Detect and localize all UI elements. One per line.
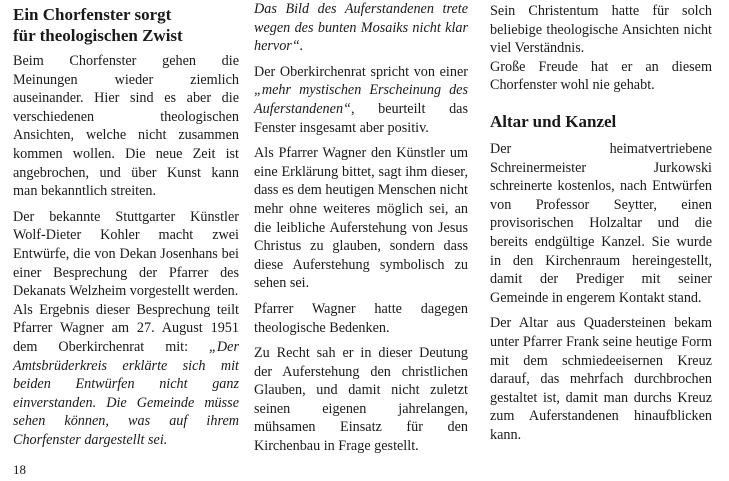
oberkirchenrat-text-b: , beurteilt das Fenster insgesamt aber positiv. — [254, 100, 468, 136]
paragraph-besprechung — [13, 301, 239, 450]
paragraph-christentum: Sein Christentum hatte für solch beliebige theologische Ansichten nicht viel Verständnis. — [490, 3, 712, 57]
page-number: 18 — [13, 462, 26, 477]
column-middle — [254, 0, 468, 463]
paragraph-oberkirchenrat — [254, 63, 468, 137]
quote-amtsbrueder: „Der Amtsbrüderkreis erklärte sich mit beiden Entwürfen nicht ganz einverstanden. Die Gemeinde müsse sehen können, was auf ihrem Chorfenster dargestellt sei. — [13, 338, 239, 448]
paragraph-freude: Große Freude hat er an diesem Chorfenster wohl nie gehabt. — [490, 58, 712, 94]
heading-line-2: für theologischen Zwist — [13, 26, 183, 45]
paragraph-kuenstler-erklaerung: Als Pfarrer Wagner den Künstler um eine Erklärung bittet, sagt ihm dieser, dass es dem heutigen Menschen nicht mehr ohne weiteres möglich sei, an die leibliche Auferstehung von Jesus Christus zu glauben, sondern dass diese Auferstehung symbolisch zu sehen sei. — [254, 145, 468, 292]
column-left — [13, 4, 239, 456]
paragraph-kohler-entwuerfe: Der bekannte Stuttgarter Künstler Wolf-Dieter Kohler macht zwei Entwürfe, die von Dekan Josenhans bei einer Besprechung der Pfarrer des Dekanats Welzheim vorgestellt werden. — [13, 208, 239, 300]
quote-auferstandenen: Das Bild des Auferstandenen trete wegen des bunten Mosaiks nicht klar hervor“. — [254, 1, 468, 55]
paragraph-altar-quadersteine: Der Altar aus Quadersteinen bekam unter Pfarrer Frank seine heutige Form mit dem schmiedeeisernen Kreuz darauf, das mehrfach durchbrochen gestaltet ist, damit man durchs Kreuz zum Auferstandenen hinaufblicken kann. — [490, 315, 712, 443]
quote-continuation — [254, 0, 468, 56]
paragraph-besprechung-text: Als Ergebnis dieser Besprechung teilt Pfarrer Wagner am 27. August 1951 dem Oberkirchenrat mit: — [13, 301, 239, 355]
paragraph-jurkowski: Der heimatvertriebene Schreinermeister Jurkowski schreinerte kostenlos, nach Entwürfen von Professor Seytter, einen provisorischen Holzaltar und die bereits endgültige Kanzel. Sie wurde in den Kirchenraum hereingestellt, damit der Prediger mit seiner Gemeinde in engerem Kontakt stand. — [490, 140, 712, 306]
heading-line-1: Ein Chorfenster sorgt — [13, 5, 172, 24]
paragraph-bedenken: Pfarrer Wagner hatte dagegen theologische Bedenken. — [254, 300, 468, 336]
column-right — [490, 2, 712, 451]
article-heading — [13, 4, 239, 46]
section-heading-altar: Altar und Kanzel — [490, 111, 617, 131]
quote-mystische-erscheinung: „mehr mystischen Erscheinung des Auferstandenen“ — [254, 82, 468, 117]
paragraph-deutung: Zu Recht sah er in dieser Deutung der Auferstehung den christlichen Glauben, und damit nicht zuletzt seinen eigenen jahrelangen, mühsamen Einsatz für den Kirchenbau in Frage gestellt. — [254, 345, 468, 455]
paragraph-chorfenster-intro: Beim Chorfenster gehen die Meinungen wieder ziemlich auseinander. Hier sind es aber die verschiedenen theologischen Ansichten, welche nicht zusammen kommen wollen. Die neue Zeit ist angebrochen, und über Kunst kann man bekanntlich streiten. — [13, 53, 239, 200]
oberkirchenrat-text-a: Der Oberkirchenrat spricht von einer — [254, 63, 468, 80]
